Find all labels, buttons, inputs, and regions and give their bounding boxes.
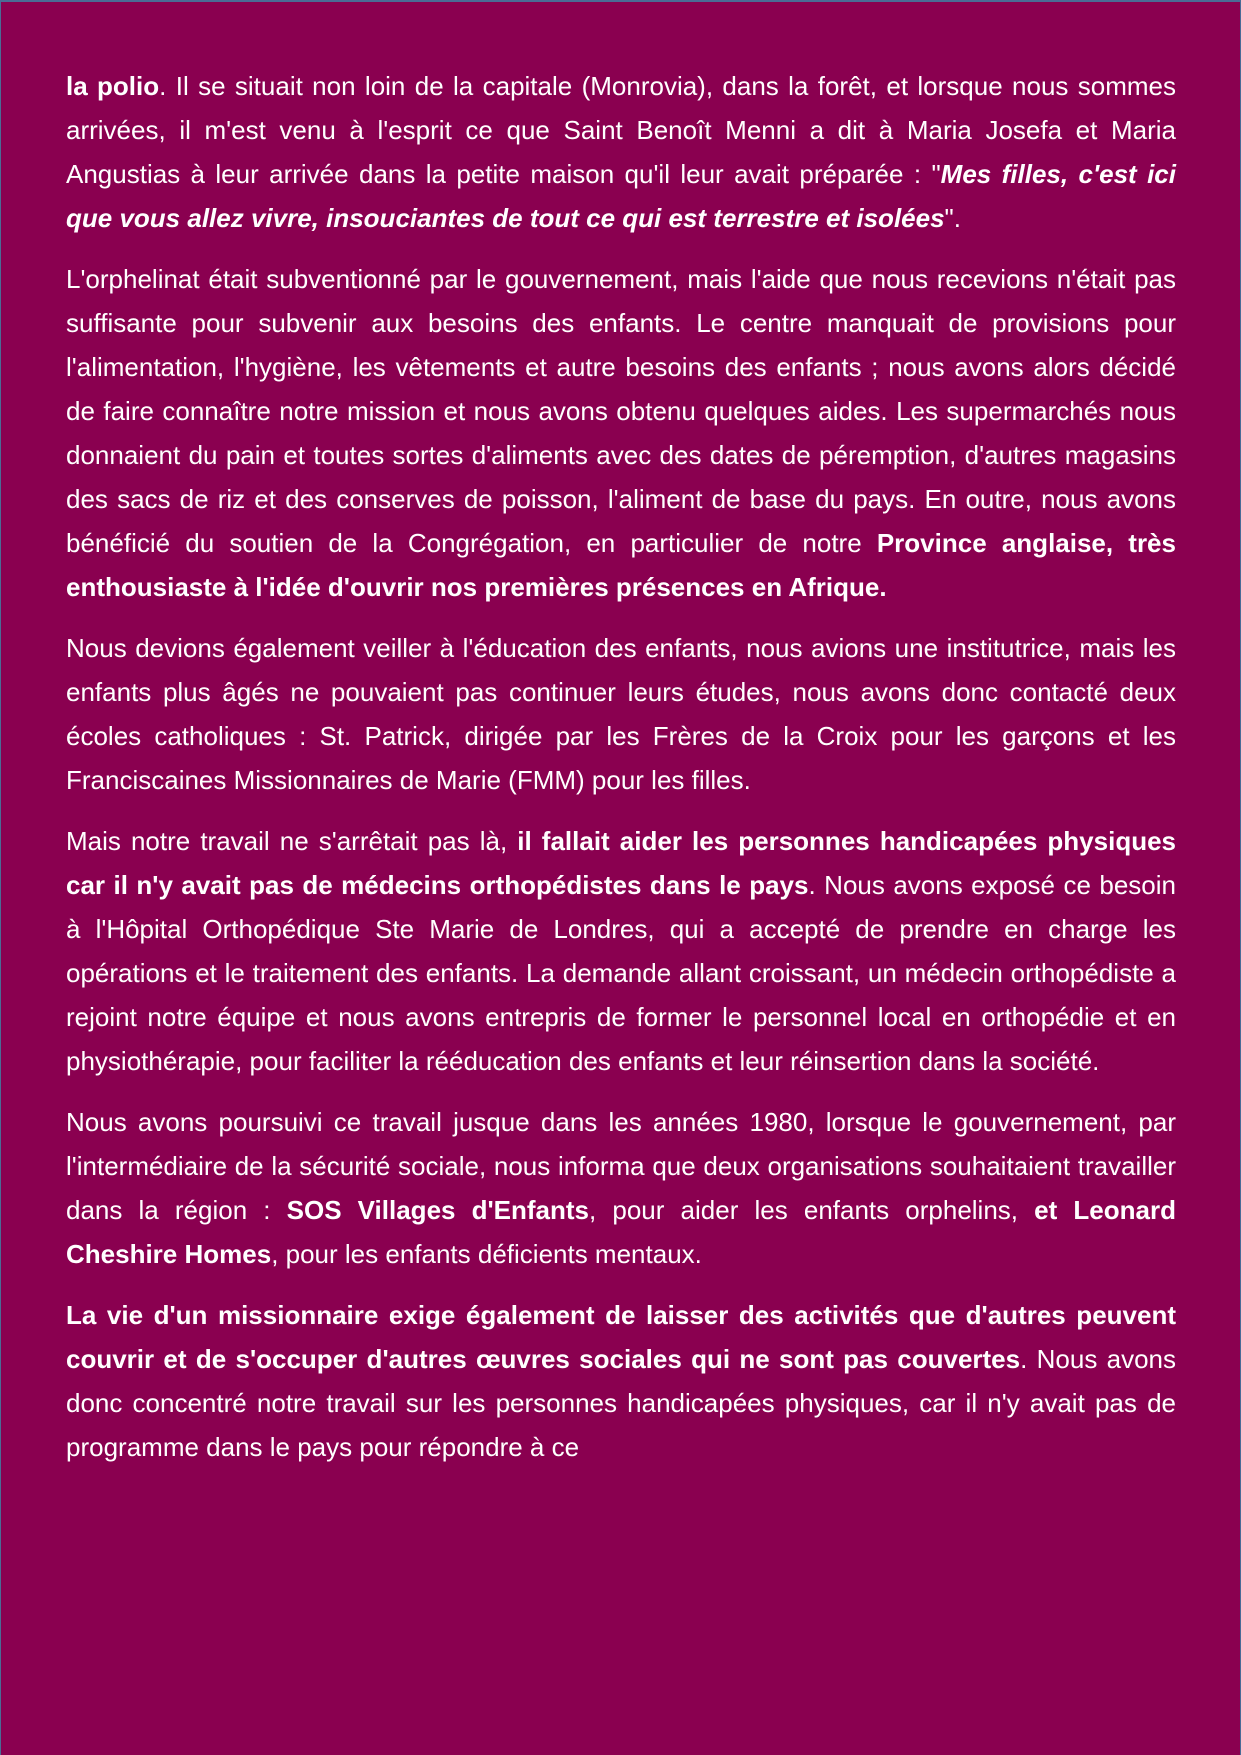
paragraph (66, 64, 1176, 240)
text-run: la polio (66, 71, 160, 101)
text-run: . Il se situait non loin de la capitale (Monrovia), dans la forêt, et lorsque nous sommes arrivées, il m'est venu à l'esprit ce que Saint Benoît Menni a dit à Maria Josefa et Maria Angustias à leur arrivée dans la petite maison qu'il leur avait préparée : " (66, 71, 1177, 189)
text-run: ". (944, 203, 961, 233)
text-run: Mais notre travail ne s'arrêtait pas là, (66, 826, 518, 856)
text-run: , pour aider les enfants orphelins, (589, 1195, 1035, 1225)
text-run: il fallait aider les personnes handicapées physiques car il n'y avait pas de médecins orthopédistes dans le pays (66, 826, 1177, 900)
paragraph (66, 1293, 1176, 1469)
text-run: Nous avons poursuivi ce travail jusque dans les années 1980, lorsque le gouvernement, par l'intermédiaire de la sécurité sociale, nous informa que deux organisations souhaitaient travailler dans la région : (66, 1107, 1176, 1225)
text-run: La vie d'un missionnaire exige également de laisser des activités que d'autres peuvent couvrir et de s'occuper d'autres œuvres sociales qui ne sont pas couvertes (66, 1300, 1176, 1374)
text-run: SOS Villages d'Enfants (286, 1195, 590, 1225)
text-run: Nous devions également veiller à l'éducation des enfants, nous avions une institutrice, mais les enfants plus âgés ne pouvaient pas continuer leurs études, nous avons donc contacté deux écoles catholiques : St. Patrick, dirigée par les Frères de la Croix pour les garçons et les Franciscaines Missionnaires de Marie (FMM) pour les filles. (66, 633, 1176, 795)
paragraph (66, 257, 1176, 609)
text-run: . Nous avons exposé ce besoin à l'Hôpital Orthopédique Ste Marie de Londres, qui a accepté de prendre en charge les opérations et le traitement des enfants. La demande allant croissant, un médecin orthopédiste a rejoint notre équipe et nous avons entrepris de former le personnel local en orthopédie et en physiothérapie, pour faciliter la rééducation des enfants et leur réinsertion dans la société. (66, 870, 1176, 1076)
text-run: et Leonard Cheshire Homes (66, 1195, 1176, 1269)
text-run: Province anglaise, très enthousiaste à l'idée d'ouvrir nos premières présences en Afrique. (66, 528, 1176, 602)
paragraph (66, 1100, 1176, 1276)
body-text (66, 64, 1176, 1486)
text-run: L'orphelinat était subventionné par le gouvernement, mais l'aide que nous recevions n'était pas suffisante pour subvenir aux besoins des enfants. Le centre manquait de provisions pour l'alimentation, l'hygiène, les vêtements et autre besoins des enfants ; nous avons alors décidé de faire connaître notre mission et nous avons obtenu quelques aides. Les supermarchés nous donnaient du pain et toutes sortes d'aliments avec des dates de péremption, d'autres magasins des sacs de riz et des conserves de poisson, l'aliment de base du pays. En outre, nous avons bénéficié du soutien de la Congrégation, en particulier de notre (66, 264, 1176, 558)
paragraph (66, 626, 1176, 802)
text-run: . Nous avons donc concentré notre travail sur les personnes handicapées physiques, car il n'y avait pas de programme dans le pays pour répondre à ce (66, 1344, 1176, 1462)
text-run: , pour les enfants déficients mentaux. (271, 1239, 702, 1269)
quote-text: Mes filles, c'est ici que vous allez vivre, insouciantes de tout ce qui est terrestre et isolées (66, 159, 1176, 233)
paragraph (66, 819, 1176, 1083)
